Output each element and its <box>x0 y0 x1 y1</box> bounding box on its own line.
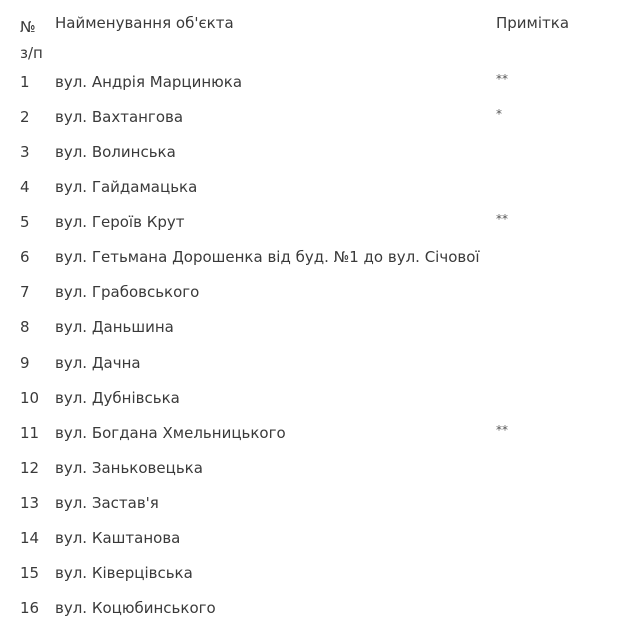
row-note: ** <box>496 422 508 437</box>
table-row <box>0 283 640 318</box>
row-number: 15 <box>20 563 40 582</box>
row-number: 14 <box>20 528 40 547</box>
row-note: ** <box>496 72 508 86</box>
row-object-name: вул. Гайдамацька <box>55 178 198 197</box>
row-number: 12 <box>20 458 40 477</box>
row-object-name: вул. Грабовського <box>55 283 200 302</box>
row-object-name: вул. Каштанова <box>55 528 181 547</box>
row-number: 5 <box>20 213 30 232</box>
row-note: ** <box>496 212 508 227</box>
table-row <box>0 318 640 353</box>
table-row <box>0 424 640 459</box>
table-row <box>0 459 640 494</box>
row-number: 4 <box>20 178 30 197</box>
row-object-name: вул. Вахтангова <box>55 108 184 127</box>
table-row <box>0 389 640 424</box>
table-row <box>0 494 640 529</box>
row-object-name: вул. Андрія Марцинюка <box>55 73 243 91</box>
row-number: 7 <box>20 283 30 302</box>
row-object-name: вул. Гетьмана Дорошенка від буд. №1 до вул. Січової <box>55 248 480 267</box>
row-number: 2 <box>20 108 30 127</box>
row-number: 11 <box>20 423 40 442</box>
header-number-symbol: № <box>20 18 36 36</box>
header-number <box>20 14 43 66</box>
header-note: Примітка <box>496 14 570 32</box>
row-number: 1 <box>20 73 30 91</box>
row-note: * <box>496 107 502 122</box>
table-row <box>0 73 640 108</box>
row-object-name: вул. Застав'я <box>55 493 159 512</box>
table-row <box>0 143 640 178</box>
row-number: 10 <box>20 388 40 407</box>
table-row <box>0 564 640 599</box>
table-row <box>0 354 640 389</box>
row-object-name: вул. Героїв Крут <box>55 213 185 232</box>
table-row <box>0 178 640 213</box>
row-number: 9 <box>20 353 30 372</box>
table-row <box>0 529 640 564</box>
table-row <box>0 248 640 283</box>
row-object-name: вул. Волинська <box>55 143 176 162</box>
table-row <box>0 213 640 248</box>
header-number-abbrev: з/п <box>20 44 43 62</box>
table-row <box>0 108 640 143</box>
row-object-name: вул. Дачна <box>55 353 141 372</box>
row-number: 6 <box>20 248 30 267</box>
row-object-name: вул. Коцюбинського <box>55 599 216 618</box>
row-object-name: вул. Дубнівська <box>55 388 180 407</box>
row-object-name: вул. Богдана Хмельницького <box>55 423 286 442</box>
row-object-name: вул. Ківерцівська <box>55 563 193 582</box>
row-number: 16 <box>20 599 40 618</box>
row-number: 13 <box>20 493 40 512</box>
row-number: 8 <box>20 318 30 337</box>
row-number: 3 <box>20 143 30 162</box>
row-object-name: вул. Заньковецька <box>55 458 203 477</box>
table-row <box>0 599 640 634</box>
row-object-name: вул. Даньшина <box>55 318 174 337</box>
header-object-name: Найменування об'єкта <box>55 14 234 32</box>
